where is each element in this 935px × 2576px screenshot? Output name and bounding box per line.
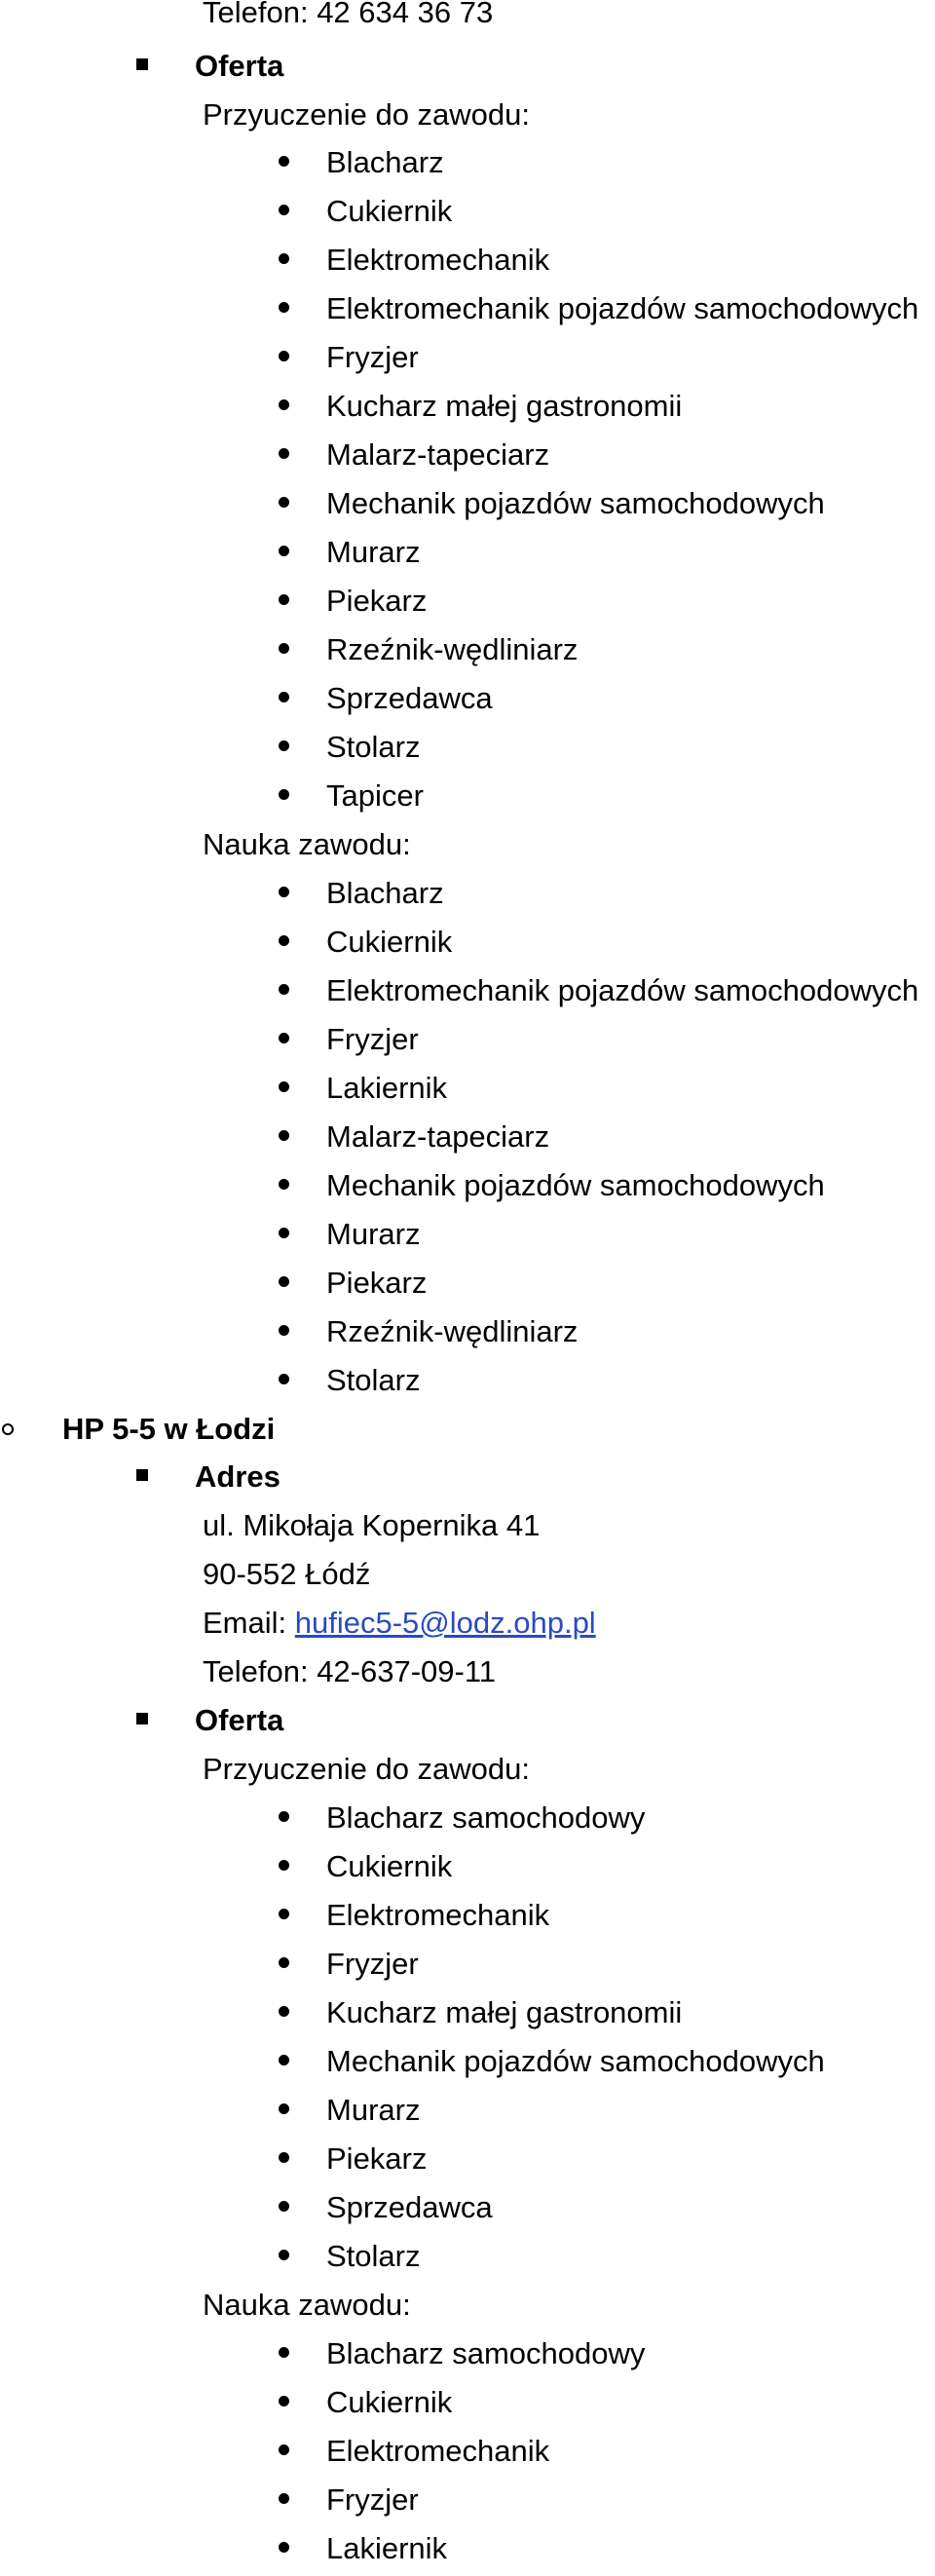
bullet-icon xyxy=(279,399,289,410)
list-item: Elektromechanik xyxy=(326,1898,550,1932)
bullet-icon xyxy=(279,2250,289,2260)
bullet-icon xyxy=(279,692,289,702)
list-item: Fryzjer xyxy=(326,340,419,374)
list-item: Elektromechanik xyxy=(326,243,550,277)
list-item: Malarz-tapeciarz xyxy=(326,437,550,472)
email-label: Email: xyxy=(203,1606,295,1640)
list-item: Sprzedawca xyxy=(326,681,493,715)
list-item: Murarz xyxy=(326,1217,421,1251)
bullet-icon xyxy=(279,2055,289,2065)
square-bullet-icon xyxy=(136,58,148,70)
list-item: Blacharz xyxy=(326,145,444,179)
circle-bullet-icon xyxy=(2,1423,14,1435)
list-item: Elektromechanik pojazdów samochodowych xyxy=(326,973,919,1007)
bullet-icon xyxy=(279,546,289,556)
offer-top-title: Oferta xyxy=(195,49,284,83)
list-item: Piekarz xyxy=(326,2141,428,2176)
list-item: Piekarz xyxy=(326,584,428,618)
bullet-icon xyxy=(279,2347,289,2358)
list-item: Fryzjer xyxy=(326,2482,419,2517)
list-item: Tapicer xyxy=(326,778,424,813)
bullet-icon xyxy=(279,1228,289,1238)
bullet-icon xyxy=(279,2152,289,2163)
list-item: Malarz-tapeciarz xyxy=(326,1119,550,1154)
bullet-icon xyxy=(279,935,289,946)
list-item: Stolarz xyxy=(326,1363,421,1397)
bullet-icon xyxy=(279,1860,289,1871)
square-bullet-icon xyxy=(136,1469,148,1481)
list-item: Mechanik pojazdów samochodowych xyxy=(326,486,825,520)
bullet-icon xyxy=(279,594,289,605)
list-item: Fryzjer xyxy=(326,1022,419,1056)
bullet-icon xyxy=(279,984,289,995)
bullet-icon xyxy=(279,1276,289,1287)
bullet-icon xyxy=(279,2493,289,2504)
address-title: Adres xyxy=(195,1459,280,1494)
list-item: Rzeźnik-wędliniarz xyxy=(326,1314,579,1348)
apprenticeship-label-hp: Nauka zawodu: xyxy=(203,2288,411,2322)
street: ul. Mikołaja Kopernika 41 xyxy=(203,1508,541,1542)
list-item: Cukiernik xyxy=(326,194,453,228)
list-item: Lakiernik xyxy=(326,1071,448,1105)
bullet-icon xyxy=(279,2444,289,2455)
bullet-icon xyxy=(279,1033,289,1043)
bullet-icon xyxy=(279,887,289,897)
city: 90-552 Łódź xyxy=(203,1557,371,1591)
bullet-icon xyxy=(279,351,289,361)
square-bullet-icon xyxy=(136,1713,148,1724)
offer-hp-title: Oferta xyxy=(195,1703,284,1737)
bullet-icon xyxy=(279,1130,289,1141)
list-item: Rzeźnik-wędliniarz xyxy=(326,632,579,666)
list-item: Elektromechanik xyxy=(326,2434,550,2468)
bullet-icon xyxy=(279,448,289,459)
list-item: Stolarz xyxy=(326,730,421,764)
list-item: Mechanik pojazdów samochodowych xyxy=(326,1168,825,1202)
bullet-icon xyxy=(279,740,289,751)
bullet-icon xyxy=(279,1811,289,1822)
list-item: Blacharz xyxy=(326,876,444,910)
bullet-icon xyxy=(279,789,289,800)
list-item: Cukiernik xyxy=(326,2385,453,2419)
bullet-icon xyxy=(279,302,289,313)
list-item: Blacharz samochodowy xyxy=(326,2336,646,2370)
list-item: Lakiernik xyxy=(326,2531,448,2565)
list-item: Mechanik pojazdów samochodowych xyxy=(326,2044,825,2078)
email-row xyxy=(203,1599,596,1648)
bullet-icon xyxy=(279,2396,289,2406)
phone-hp: Telefon: 42-637-09-11 xyxy=(203,1654,497,1688)
bullet-icon xyxy=(279,1325,289,1336)
list-item: Sprzedawca xyxy=(326,2190,493,2224)
bullet-icon xyxy=(279,253,289,264)
basic-training-label-top: Przyuczenie do zawodu: xyxy=(203,97,531,132)
list-item: Blacharz samochodowy xyxy=(326,1800,646,1835)
email-link[interactable]: hufiec5-5@lodz.ohp.pl xyxy=(294,1606,596,1640)
list-item: Stolarz xyxy=(326,2239,421,2273)
hp-title: HP 5-5 w Łodzi xyxy=(62,1412,276,1446)
bullet-icon xyxy=(279,1957,289,1968)
list-item: Fryzjer xyxy=(326,1947,419,1981)
bullet-icon xyxy=(279,2201,289,2212)
bullet-icon xyxy=(279,205,289,215)
bullet-icon xyxy=(279,497,289,508)
bullet-icon xyxy=(279,643,289,654)
list-item: Kucharz małej gastronomii xyxy=(326,389,683,423)
apprenticeship-label-top: Nauka zawodu: xyxy=(203,827,411,861)
list-item: Piekarz xyxy=(326,1266,428,1300)
list-item: Cukiernik xyxy=(326,1849,453,1883)
bullet-icon xyxy=(279,1179,289,1190)
basic-training-label-hp: Przyuczenie do zawodu: xyxy=(203,1752,531,1786)
bullet-icon xyxy=(279,1374,289,1384)
bullet-icon xyxy=(279,2006,289,2017)
list-item: Kucharz małej gastronomii xyxy=(326,1995,683,2029)
bullet-icon xyxy=(279,2542,289,2553)
list-item: Murarz xyxy=(326,535,421,569)
list-item: Murarz xyxy=(326,2093,421,2127)
bullet-icon xyxy=(279,1081,289,1092)
phone-top: Telefon: 42 634 36 73 xyxy=(203,0,494,29)
bullet-icon xyxy=(279,156,289,167)
bullet-icon xyxy=(279,2103,289,2114)
list-item: Cukiernik xyxy=(326,925,453,959)
list-item: Elektromechanik pojazdów samochodowych xyxy=(326,291,919,325)
bullet-icon xyxy=(279,1909,289,1919)
